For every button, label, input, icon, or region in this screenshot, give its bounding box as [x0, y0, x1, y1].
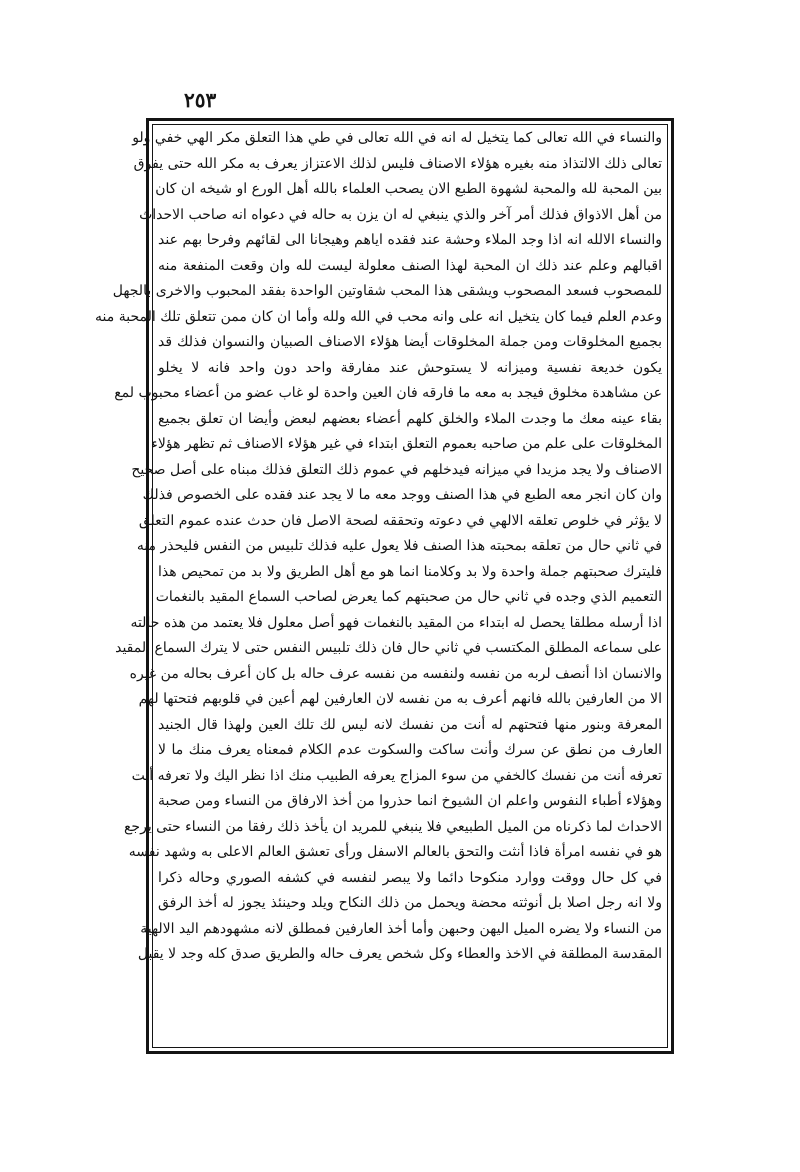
- text-line: بقاء عينه معك ما وجدت الملاء والخلق كلهم أعضاء بعضهم لبعض وأيضا ان تعلق بجميع: [158, 410, 662, 427]
- text-line: المقدسة المطلقة في الاخذ والعطاء وكل شخص يعرف حاله والطريق صدق كله وجد لا يقبل: [137, 946, 662, 962]
- text-block: [95, 126, 662, 1044]
- text-line: ولا انه رجل اصلا بل أنوثته محضة ويحمل من ذلك النكاح ويلد وحينئذ يجوز له أخذ الرفق: [158, 895, 662, 911]
- text-line: الاحداث لما ذكرناه من الميل الطبيعي فلا ينبغي للمريد ان يأخذ ذلك رفقا من النساء حتى يرجع: [123, 818, 662, 835]
- text-line: للمصحوب فسعد المصحوب ويشقى هذا المحب شقاوتين الواحدة بفقد المحبوب والاخرى بالجهل: [112, 283, 662, 299]
- text-line: يكون خديعة نفسية وميزانه لا يستوحش عند مفارقة واحد دون واحد فانه لا يخلو: [158, 359, 662, 376]
- text-line: هو في نفسه امرأة فاذا أنثت والتحق بالعالم الاسفل ورأى تعشق العالم الاعلى به وشهد نفسه: [128, 844, 662, 860]
- text-line: على سماعه المطلق المكتسب في ثاني حال فان ذلك تلبيس النفس حتى لا يترك السماع المقيد: [115, 640, 662, 656]
- text-line: المخلوقات على علم من صاحبه بعموم التعلق ابتداء في غير هؤلاء الاصناف ثم تظهر هؤلاء: [151, 436, 662, 452]
- text-line: العارف من نطق عن سرك وأنت ساكت والسكوت عدم الكلام فمعناه يعرف منك ما لا: [158, 742, 662, 758]
- text-line: في كل حال ووقت ووارد منكوحا دائما ولا يبصر لنفسه في كشفه الصوري وحاله ذكرا: [158, 869, 662, 886]
- text-line: في ثاني حال من تعلقه بمحبته هذا الصنف فلا يعول عليه فذلك تلبيس من النفس فليحذر منه: [136, 538, 662, 554]
- text-line: من أهل الاذواق فذلك أمر آخر والذي ينبغي له ان يزن به حاله في دعواه انه صاحب الاحداث: [139, 206, 662, 223]
- text-line: من النساء ولا يضره الميل اليهن وحبهن وأما أخذ العارفين فمطلق لانه مشهودهم اليد الالهية: [140, 920, 662, 937]
- text-line: بجميع المخلوقات ومن جملة المخلوقات أيضا هؤلاء الاصناف الصبيان والنسوان فذلك قد: [158, 334, 662, 350]
- text-line: المعرفة وبنور منها فتحتهم له أنت من نفسك لانه ليس لك تلك العين ولهذا قال الجنيد: [158, 716, 662, 733]
- text-line: والنساء الالله انه اذا وجد الملاء وحشة عند فقده اياهم وهيجانا الى لقائهم وفرحا بهم عند: [158, 232, 662, 248]
- text-line: الا من العارفين بالله فانهم أعرف به من نفسه لان العارفين لهم أعين في قلوبهم فتحتها لهم: [138, 691, 662, 707]
- text-line: لا يؤثر في خلوص تعلقه الالهي في دعوته وتحققه لصحة الاصل فان حدث عنده عموم التعلق: [138, 512, 662, 529]
- text-line: والنساء في الله تعالى كما يتخيل له انه في الله تعالى في طي هذا التعلق مكر الهي خفي ولو: [132, 130, 662, 146]
- text-line: الاصناف ولا يجد مزيدا في ميزانه فيدخلهم في عموم ذلك التعلق فذلك مبناه على أصل صحيح: [131, 461, 662, 478]
- text-line: بين المحبة لله والمحبة لشهوة الطبع الان يصحب العلماء بالله أهل الورع او شيخه ان كان: [155, 181, 662, 197]
- page-number: ٢٥٣: [184, 88, 217, 112]
- text-line: تعرفه أنت من نفسك كالخفي من سوء المزاج يعرفه الطبيب منك اذا نظر اليك ولا تعرفه أنت: [131, 767, 662, 784]
- text-line: اقبالهم وعلم عند ذلك ان المحبة لهذا الصنف معلولة ليست لله وان وقعت المنفعة منه: [158, 257, 662, 274]
- text-line: التعميم الذي وجده في ثاني حال من صحبتهم كما يعرض لصاحب السماع المقيد بالنغمات: [155, 589, 662, 605]
- text-line: تعالى ذلك الالتذاذ منه بغيره هؤلاء الاصناف فليس لذلك الاعتزاز يعرف به مكر الله حتى يفرق: [133, 155, 662, 172]
- text-line: والانسان اذا أنصف لربه من نفسه ولنفسه من نفسه عرف حاله بل كان أعرف بحاله من غيره: [129, 665, 662, 682]
- text-line: اذا أرسله مطلقا يحصل له ابتداء من المقيد بالنغمات فهو أصل معلول فلا يعتمد من هذه حالته: [130, 614, 662, 631]
- text-line: وهؤلاء أطباء النفوس واعلم ان الشيوخ انما حذروا من أخذ الارفاق من النساء ومن صحبة: [158, 793, 662, 809]
- text-line: عن مشاهدة مخلوق فيجد به معه ما فارقه فان العين واحدة لو غاب عضو من أعضاء محبوب لمع: [114, 385, 662, 401]
- text-line: وعدم العلم فيما كان يتخيل انه على وانه محب في الله ولله وأما ان كان ممن تتعلق تلك المحبة منه: [95, 308, 662, 325]
- text-line: وان كان انجر معه الطبع في هذا الصنف ووجد معه ما لا يجد عند فقده على الخصوص فذلك: [142, 487, 662, 503]
- text-line: فليترك صحبتهم جملة واحدة ولا بد وكلامنا انما هو مع أهل الطريق ولا بد من تمحيص هذا: [158, 563, 662, 580]
